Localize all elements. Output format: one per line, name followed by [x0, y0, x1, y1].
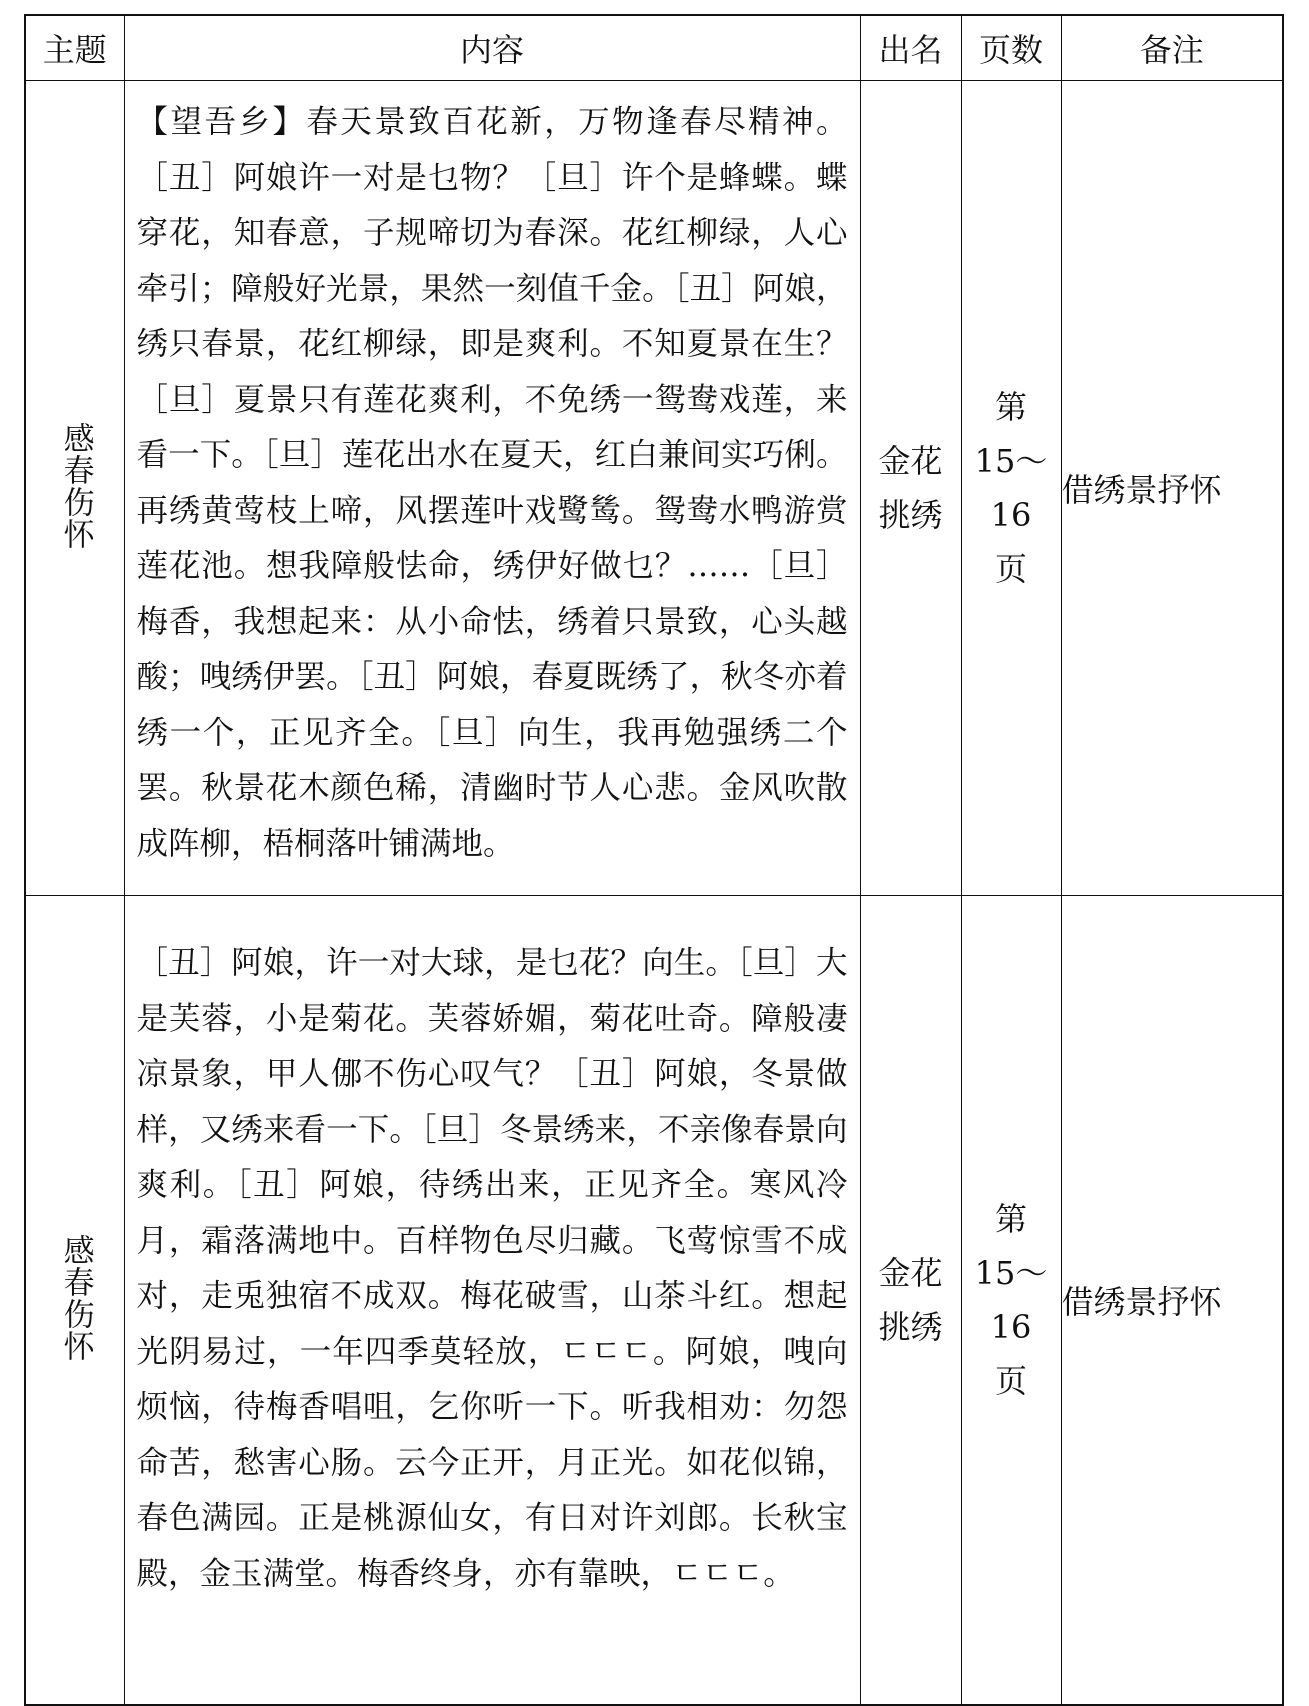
pages-line: 页 — [994, 550, 1027, 588]
pages-line: 第 — [994, 388, 1027, 426]
pages-line: 页 — [994, 1362, 1027, 1400]
theme-cell — [25, 896, 124, 1706]
header-source: 出名 — [860, 15, 961, 81]
theme-cell — [25, 81, 124, 896]
header-remark: 备注 — [1061, 15, 1283, 81]
source-line: 挑绣 — [878, 496, 943, 534]
source-cell — [860, 81, 961, 896]
source-line: 金花 — [878, 1254, 943, 1292]
document-table — [24, 14, 1284, 1706]
source-line: 挑绣 — [878, 1308, 943, 1346]
pages-line: 15～16 — [974, 442, 1048, 534]
pages-line: 第 — [994, 1200, 1027, 1238]
content-cell: ［丑］阿娘，许一对大球，是乜花？向生。［旦］大是芙蓉，小是菊花。芙蓉娇媚，菊花吐奇。障般凄凉景象，甲人㑚不伤心叹气？［丑］阿娘，冬景做样，又绣来看一下。［旦］冬景绣来，不亲像春景向爽利。［丑］阿娘，待绣出来，正见齐全。寒风冷月，霜落满地中。百样物色尽归藏。飞莺惊雪不成对，走兎独宿不成双。梅花破雪，山茶斗红。想起光阴易过，一年四季莫轻放，ㄷㄷㄷ。阿娘，㖂向烦恼，待梅香唱咀，乞你听一下。听我相劝：勿怨命苦，愁害心肠。云今正开，月正光。如花似锦，春色满园。正是桃源仙女，有日对许刘郎。长秋宝殿，金玉满堂。梅香终身，亦有靠映，ㄷㄷㄷ。 — [124, 896, 860, 1706]
header-content: 内容 — [124, 15, 860, 81]
header-pages: 页数 — [961, 15, 1061, 81]
remark-cell: 借绣景抒怀 — [1061, 81, 1283, 896]
remark-cell: 借绣景抒怀 — [1061, 896, 1283, 1706]
table-row — [25, 81, 1283, 896]
pages-cell — [961, 81, 1061, 896]
content-cell: 【望吾乡】春天景致百花新，万物逢春尽精神。［丑］阿娘许一对是乜物？［旦］许个是蜂蝶。蝶穿花，知春意，子规啼切为春深。花红柳绿，人心牵引；障般好光景，果然一刻值千金。［丑］阿娘，绣只春景，花红柳绿，即是爽利。不知夏景在生？［旦］夏景只有莲花爽利，不免绣一鸳鸯戏莲，来看一下。［旦］莲花出水在夏天，红白兼间实巧俐。再绣黄莺枝上啼，风摆莲叶戏鹭鸶。鸳鸯水鸭游赏莲花池。想我障般怯命，绣伊好做乜？……［旦］梅香，我想起来：从小命怯，绣着只景致，心头越酸；㖂绣伊罢。［丑］阿娘，春夏既绣了，秋冬亦着绣一个，正见齐全。［旦］向生，我再勉强绣二个罢。秋景花木颜色稀，清幽时节人心悲。金风吹散成阵柳，梧桐落叶铺满地。 — [124, 81, 860, 896]
header-row — [25, 15, 1283, 81]
theme-text: 感春伤怀 — [57, 422, 94, 550]
pages-line: 15～16 — [974, 1254, 1048, 1346]
header-theme: 主题 — [25, 15, 124, 81]
theme-text: 感春伤怀 — [57, 1234, 94, 1362]
source-cell — [860, 896, 961, 1706]
pages-cell — [961, 896, 1061, 1706]
table-row — [25, 896, 1283, 1706]
source-line: 金花 — [878, 442, 943, 480]
